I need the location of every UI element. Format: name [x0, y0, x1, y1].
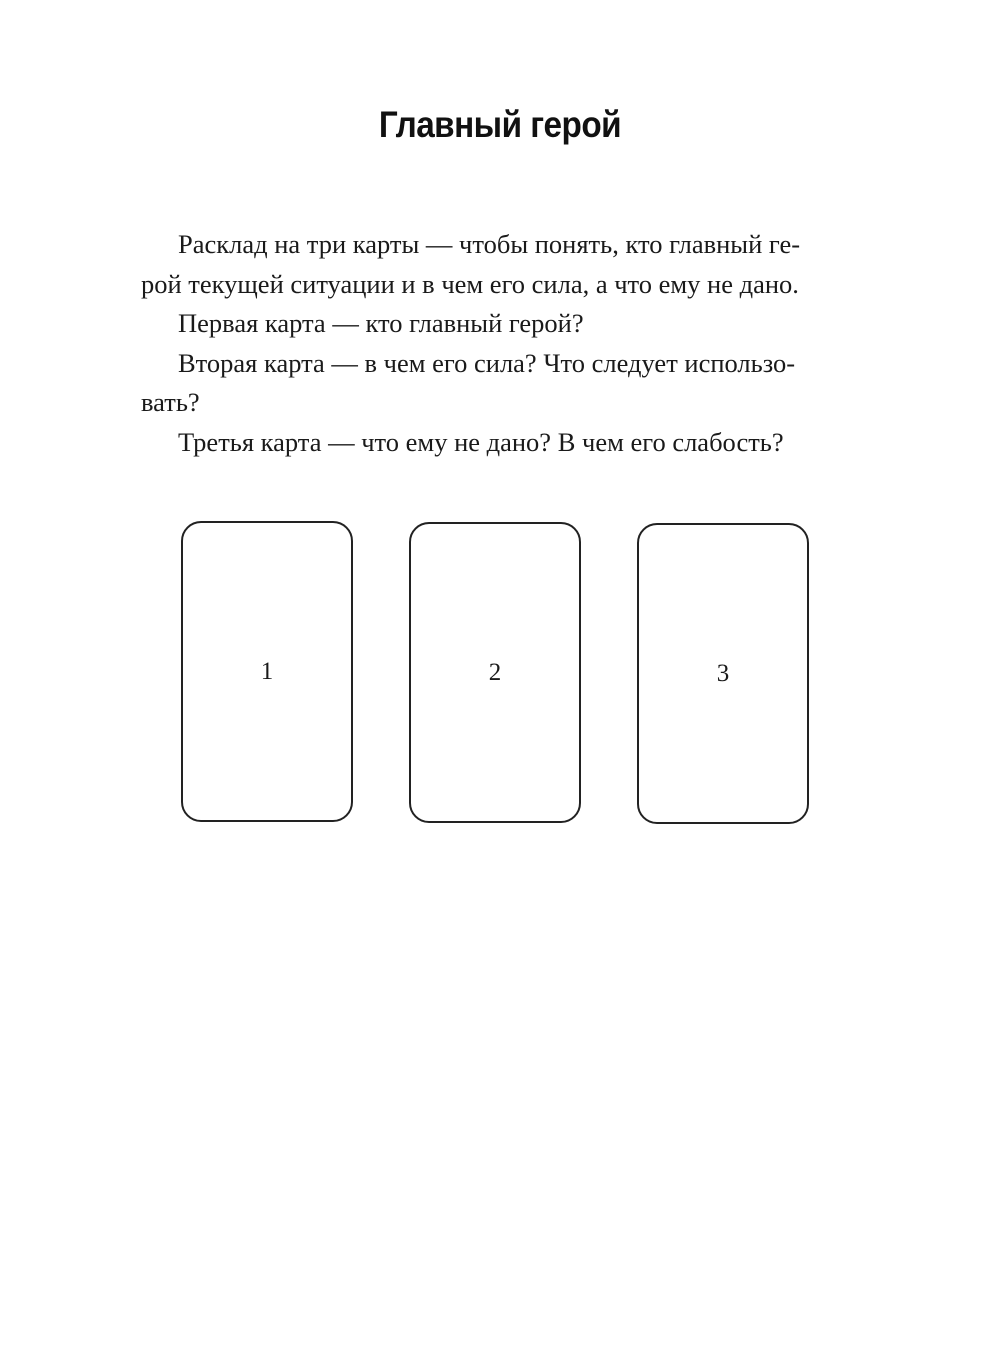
card-number: 3: [716, 659, 730, 687]
paragraph-intro-line-1: Расклад на три карты — чтобы понять, кто главный ге-: [178, 229, 801, 259]
paragraph-second-card-line-1: Вторая карта — в чем его сила? Что следует использо-: [178, 347, 796, 378]
card-number: 2: [488, 658, 502, 686]
card-number: 1: [260, 657, 274, 685]
body-text: [141, 225, 861, 462]
page-title: Главный герой: [378, 104, 622, 145]
paragraph-third-card: Третья карта — что ему не дано? В чем его слабость?: [178, 426, 784, 457]
card-position-3: [637, 523, 809, 824]
paragraph-intro-line-2: рой текущей ситуации и в чем его сила, а что ему не дано.: [141, 268, 799, 299]
paragraph-second-card-line-2: вать?: [141, 387, 200, 417]
paragraph-first-card: Первая карта — кто главный герой?: [178, 308, 584, 338]
card-position-2: [409, 522, 581, 823]
card-position-1: [181, 521, 353, 822]
